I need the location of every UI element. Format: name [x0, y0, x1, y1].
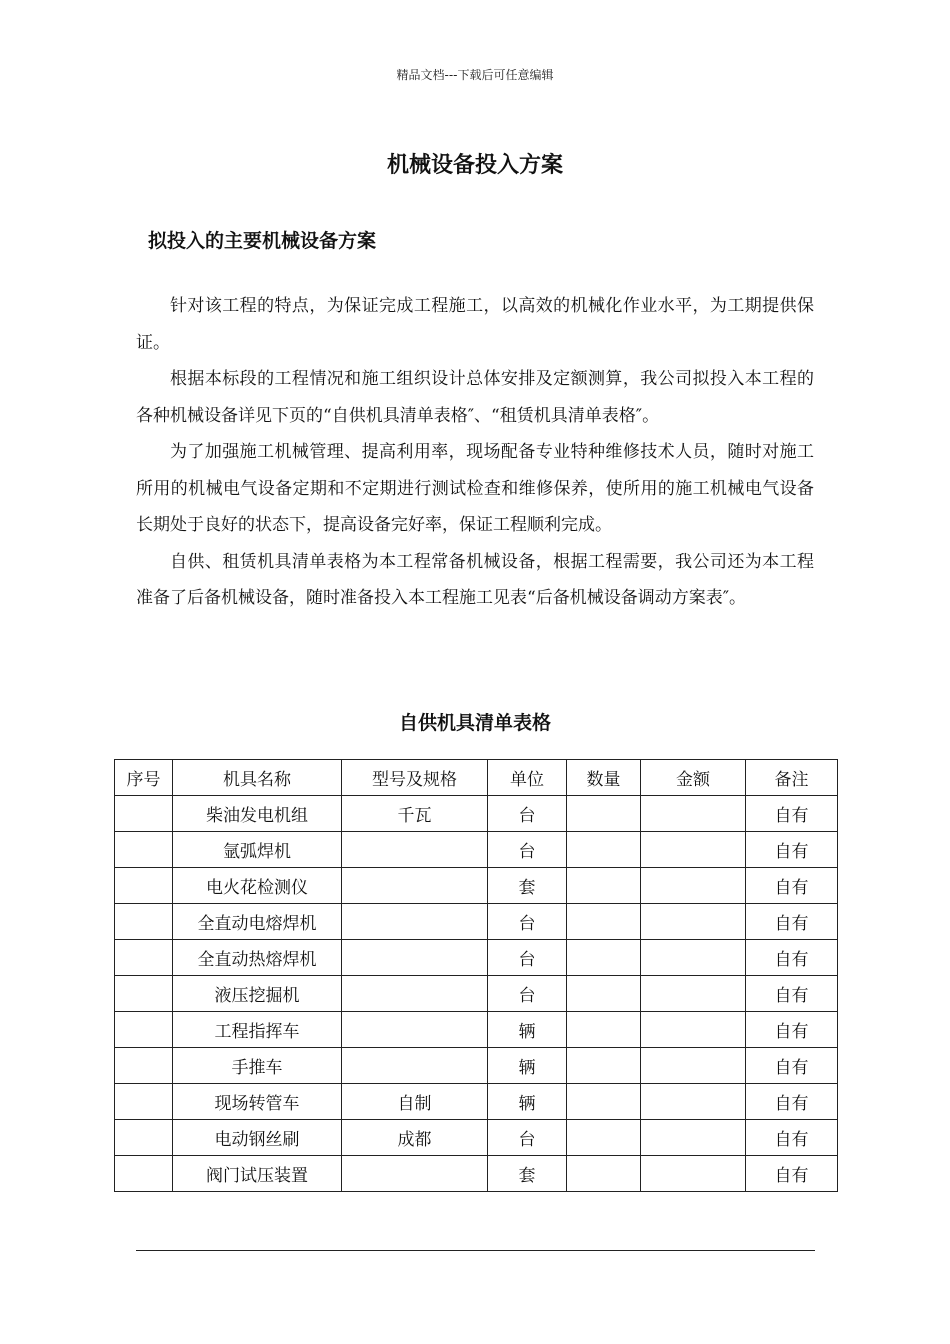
- table-row: [115, 976, 838, 1012]
- table-row: [115, 796, 838, 832]
- table-cell: 自有: [746, 1120, 838, 1156]
- table-cell: 套: [488, 1156, 567, 1192]
- table-cell: 自有: [746, 1012, 838, 1048]
- table-cell: [567, 796, 641, 832]
- table-cell: 辆: [488, 1084, 567, 1120]
- table-cell: [342, 1156, 488, 1192]
- table-cell: [567, 1120, 641, 1156]
- table-cell: 自有: [746, 832, 838, 868]
- table-cell: [641, 1084, 746, 1120]
- table-cell: 柴油发电机组: [173, 796, 342, 832]
- table-cell: [115, 1012, 173, 1048]
- table-cell: [115, 796, 173, 832]
- table-cell: [115, 940, 173, 976]
- table-cell: 辆: [488, 1048, 567, 1084]
- table-cell: 电火花检测仪: [173, 868, 342, 904]
- table-cell: [567, 868, 641, 904]
- table-cell: 全直动电熔焊机: [173, 904, 342, 940]
- document-title: 机械设备投入方案: [386, 153, 563, 178]
- table-cell: [567, 1156, 641, 1192]
- table-cell: 工程指挥车: [173, 1012, 342, 1048]
- table-cell: [641, 1012, 746, 1048]
- table-cell: 台: [488, 796, 567, 832]
- footer-divider: [136, 1250, 815, 1251]
- table-cell: [567, 976, 641, 1012]
- table-cell: [342, 1048, 488, 1084]
- table-cell: [342, 832, 488, 868]
- paragraph-4: 自供、租赁机具清单表格为本工程常备机械设备，根据工程需要，我公司还为本工程准备了后备机械设备，随时准备投入本工程施工见表“后备机械设备调动方案表″。: [136, 551, 814, 608]
- section-title: 拟投入的主要机械设备方案: [148, 230, 377, 252]
- table-cell: [641, 796, 746, 832]
- table-cell: 氩弧焊机: [173, 832, 342, 868]
- table-row: [115, 1012, 838, 1048]
- table-cell: 台: [488, 1120, 567, 1156]
- table-cell: 自有: [746, 904, 838, 940]
- header-cell: 序号: [115, 760, 173, 796]
- table-cell: [641, 1120, 746, 1156]
- table-cell: [342, 976, 488, 1012]
- table-cell: 自有: [746, 868, 838, 904]
- table-title: 自供机具清单表格: [398, 712, 551, 734]
- header-cell: 型号及规格: [342, 760, 488, 796]
- page-header-note: 精品文档---下载后可任意编辑: [396, 68, 554, 82]
- table-cell: 液压挖掘机: [173, 976, 342, 1012]
- table-cell: [115, 904, 173, 940]
- table-cell: [567, 1048, 641, 1084]
- paragraph-3: 为了加强施工机械管理、提高利用率，现场配备专业特种维修技术人员，随时对施工所用的机械电气设备定期和不定期进行测试检查和维修保养，使所用的施工机械电气设备长期处于良好的状态下，提高设备完好率，保证工程顺利完成。: [136, 442, 814, 535]
- table-cell: 现场转管车: [173, 1084, 342, 1120]
- table-cell: [641, 1048, 746, 1084]
- header-cell: 数量: [567, 760, 641, 796]
- paragraph-2: 根据本标段的工程情况和施工组织设计总体安排及定额测算，我公司拟投入本工程的各种机械设备详见下页的“自供机具清单表格″、“租赁机具清单表格″。: [136, 369, 814, 426]
- table-cell: [115, 1120, 173, 1156]
- table-cell: 自有: [746, 1084, 838, 1120]
- table-row: [115, 1084, 838, 1120]
- table-cell: 成都: [342, 1120, 488, 1156]
- table-cell: [567, 832, 641, 868]
- table-row: [115, 1048, 838, 1084]
- table-cell: 电动钢丝刷: [173, 1120, 342, 1156]
- table-cell: [641, 976, 746, 1012]
- table-cell: [567, 1084, 641, 1120]
- table-cell: 自有: [746, 940, 838, 976]
- table-cell: 台: [488, 976, 567, 1012]
- table-cell: 辆: [488, 1012, 567, 1048]
- header-cell: 金额: [641, 760, 746, 796]
- table-cell: [567, 904, 641, 940]
- table-cell: [115, 1084, 173, 1120]
- equipment-table: [114, 759, 838, 1192]
- table-row: [115, 1120, 838, 1156]
- table-row: [115, 940, 838, 976]
- table-cell: [115, 976, 173, 1012]
- table-cell: [115, 868, 173, 904]
- paragraph-1: 针对该工程的特点，为保证完成工程施工，以高效的机械化作业水平，为工期提供保证。: [136, 296, 814, 353]
- table-cell: [342, 940, 488, 976]
- table-cell: [641, 1156, 746, 1192]
- table-cell: [641, 940, 746, 976]
- table-cell: 全直动热熔焊机: [173, 940, 342, 976]
- table-row: [115, 904, 838, 940]
- table-cell: 自有: [746, 1048, 838, 1084]
- table-cell: 自制: [342, 1084, 488, 1120]
- table-cell: 手推车: [173, 1048, 342, 1084]
- table-cell: [641, 832, 746, 868]
- table-cell: 台: [488, 940, 567, 976]
- table-cell: [567, 940, 641, 976]
- table-header-row: [115, 760, 838, 796]
- table-cell: [641, 868, 746, 904]
- table-cell: [342, 904, 488, 940]
- body-text: [136, 288, 814, 617]
- table-cell: [115, 832, 173, 868]
- table-cell: [342, 868, 488, 904]
- table-cell: 自有: [746, 1156, 838, 1192]
- table-cell: 阀门试压装置: [173, 1156, 342, 1192]
- table-row: [115, 868, 838, 904]
- table-cell: [115, 1048, 173, 1084]
- table-cell: 台: [488, 904, 567, 940]
- table-row: [115, 1156, 838, 1192]
- table-cell: [641, 904, 746, 940]
- header-cell: 单位: [488, 760, 567, 796]
- table-cell: 自有: [746, 976, 838, 1012]
- table-cell: 套: [488, 868, 567, 904]
- table-cell: 千瓦: [342, 796, 488, 832]
- header-cell: 备注: [746, 760, 838, 796]
- table-row: [115, 832, 838, 868]
- table-cell: 台: [488, 832, 567, 868]
- table-cell: [567, 1012, 641, 1048]
- table-cell: [342, 1012, 488, 1048]
- header-cell: 机具名称: [173, 760, 342, 796]
- table-cell: [115, 1156, 173, 1192]
- table-cell: 自有: [746, 796, 838, 832]
